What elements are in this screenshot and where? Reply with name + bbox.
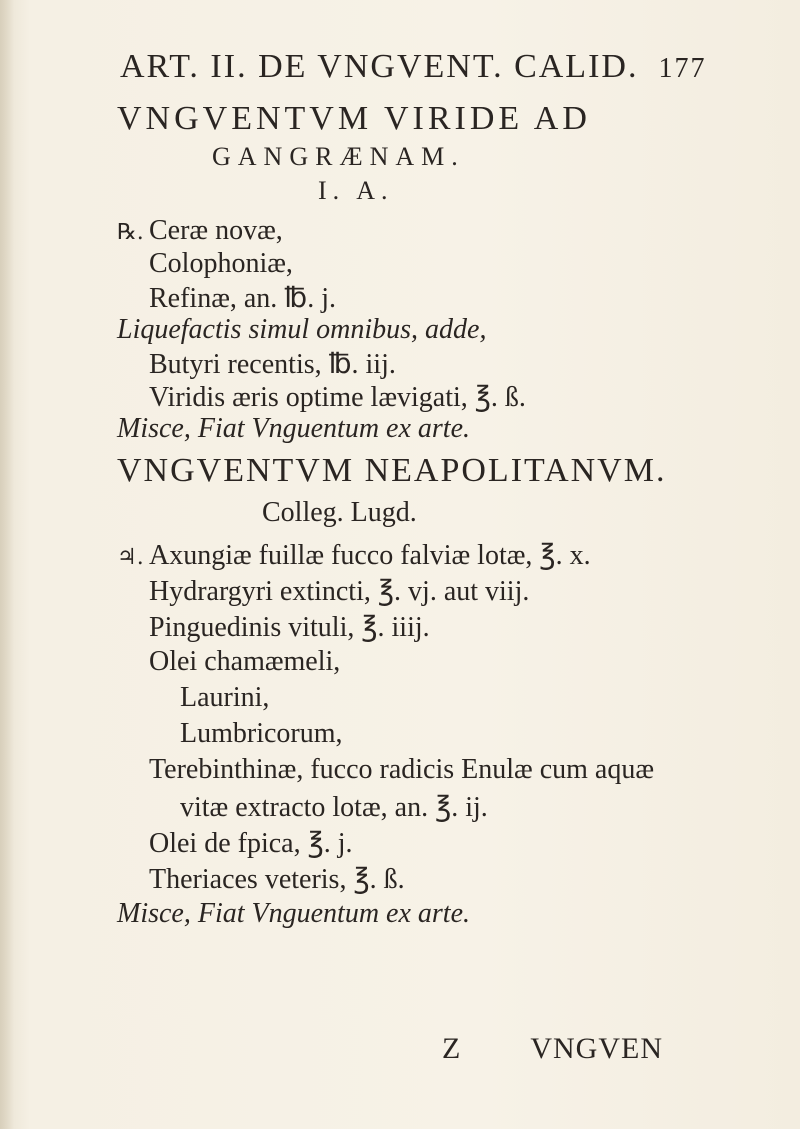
recipe-symbol: ♃. [117, 545, 144, 570]
recipe2-title: VNGVENTVM NEAPOLITANVM. [117, 452, 667, 489]
running-head [120, 48, 706, 86]
catchword: VNGVEN [530, 1032, 663, 1065]
recipe2-source: Colleg. Lugd. [262, 497, 417, 528]
recipe1-line-3: Refinæ, an. ℔. j. [149, 283, 336, 314]
signature-mark: Z [442, 1032, 461, 1065]
page-number: 177 [658, 53, 707, 84]
recipe2-line-7: Terebinthinæ, fucco radicis Enulæ cum aquæ [149, 754, 655, 785]
running-head-text: ART. II. DE VNGVENT. CALID. [120, 48, 639, 85]
recipe2-line-3: Pinguedinis vituli, ℥. iiij. [149, 612, 430, 643]
recipe1-line-1: ℞. Ceræ novæ, [117, 215, 283, 246]
page-gutter-shadow [0, 0, 14, 1129]
recipe1-subtitle: GANGRÆNAM. [212, 142, 465, 171]
recipe2-line-9: Olei de fpica, ℥. j. [149, 828, 353, 859]
recipe2-line-2: Hydrargyri extincti, ℥. vj. aut viij. [149, 576, 530, 607]
recipe2-line-4: Olei chamæmeli, [149, 646, 341, 677]
recipe1-line-2: Colophoniæ, [149, 248, 293, 279]
recipe2-line-8: vitæ extracto lotæ, an. ℥. ij. [180, 792, 488, 823]
recipe2-line-11: Misce, Fiat Vnguentum ex arte. [117, 898, 471, 929]
recipe1-title: VNGVENTVM VIRIDE AD [117, 100, 591, 137]
recipe1-source: I. A. [318, 176, 394, 205]
recipe2-line-6: Lumbricorum, [180, 718, 343, 749]
recipe1-line-7: Misce, Fiat Vnguentum ex arte. [117, 413, 471, 444]
recipe2-line-1: ♃. Axungiæ fuillæ fucco falviæ lotæ, ℥. x. [117, 540, 591, 571]
page-footer [442, 1032, 663, 1066]
recipe2-line-5: Laurini, [180, 682, 270, 713]
recipe1-line-4: Liquefactis simul omnibus, adde, [117, 314, 487, 345]
recipe-symbol: ℞. [117, 220, 144, 245]
recipe1-line-6: Viridis æris optime lævigati, ℥. ß. [149, 382, 526, 413]
recipe1-line-5: Butyri recentis, ℔. iij. [149, 349, 396, 380]
recipe2-line-10: Theriaces veteris, ℥. ß. [149, 864, 405, 895]
